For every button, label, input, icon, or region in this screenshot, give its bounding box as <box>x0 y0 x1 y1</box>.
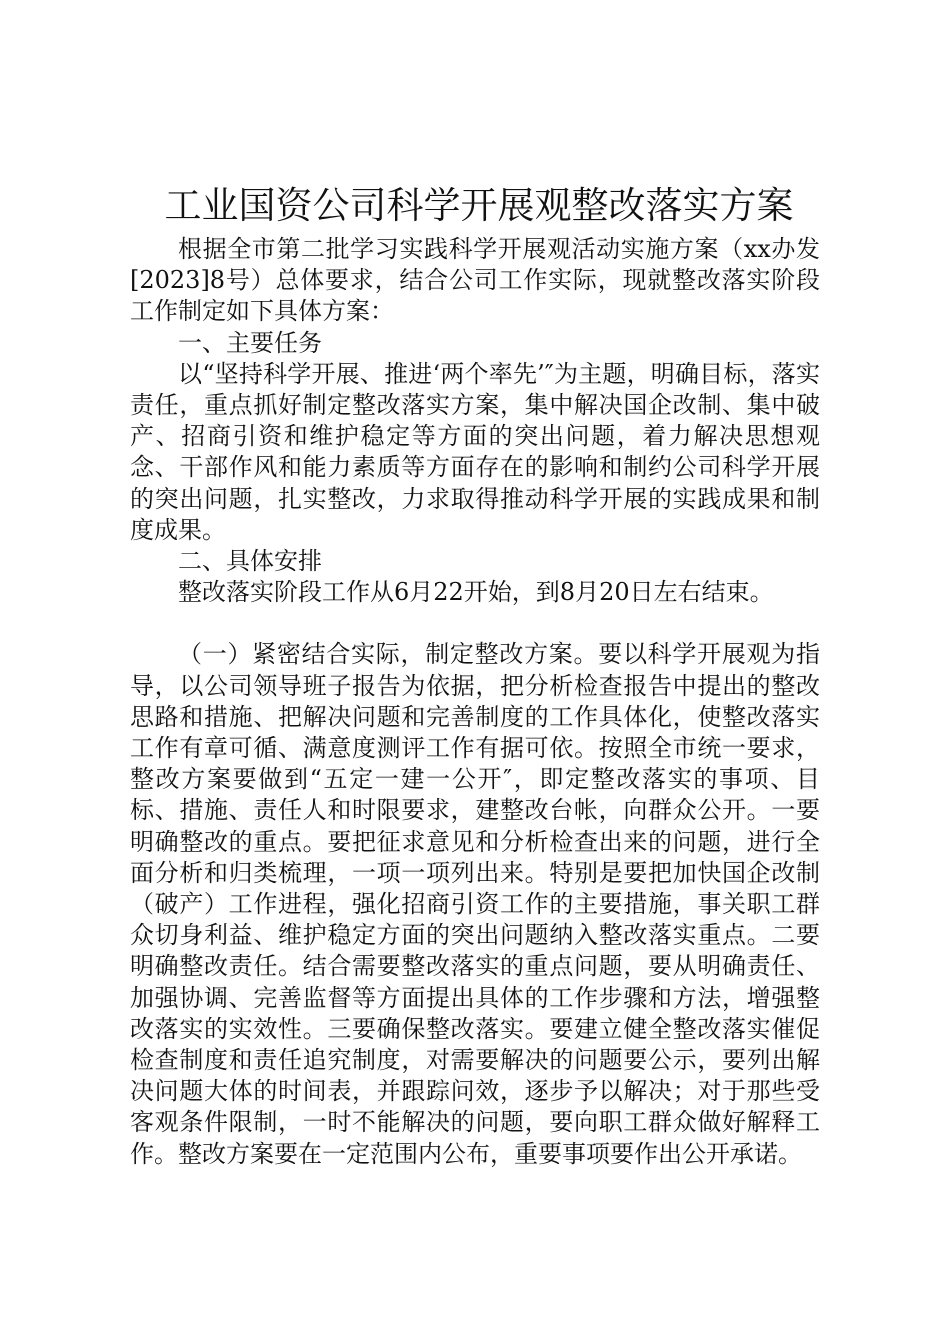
arrangements-paragraph: 整改落实阶段工作从6月22开始，到8月20日左右结束。 <box>178 578 774 607</box>
main-tasks-paragraph: 以“坚持科学开展、推进‘两个率先’″为主题，明确目标，落实责任，重点抓好制定整改落实方案，集中解决国企改制、集中破产、招商引资和维护稳定等方面的突出问题，着力解决思想观念、干部作风和能力素质等方面存在的影响和制约公司科学开展的突出问题，扎实整改，力求取得推动科学开展的实践成果和制度成果。 <box>130 359 820 544</box>
section-heading-arrangements: 二、具体安排 <box>178 547 322 576</box>
intro-paragraph: 根据全市第二批学习实践科学开展观活动实施方案（xx办发[2023]8号）总体要求，结合公司工作实际，现就整改落实阶段工作制定如下具体方案： <box>130 235 820 326</box>
item-one-paragraph: （一）紧密结合实际，制定整改方案。要以科学开展观为指导，以公司领导班子报告为依据，把分析检查报告中提出的整改思路和措施、把解决问题和完善制度的工作具体化，使整改落实工作有章可循、满意度测评工作有据可依。按照全市统一要求，整改方案要做到“五定一建一公开″，即定整改落实的事项、目标、措施、责任人和时限要求，建整改台帐，向群众公开。一要明确整改的重点。要把征求意见和分析检查出来的问题，进行全面分析和归类梳理，一项一项列出来。特别是要把加快国企改制（破产）工作进程，强化招商引资工作的主要措施，事关职工群众切身利益、维护稳定方面的突出问题纳入整改落实重点。二要明确整改责任。结合需要整改落实的重点问题，要从明确责任、加强协调、完善监督等方面提出具体的工作步骤和方法，增强整改落实的实效性。三要确保整改落实。要建立健全整改落实催促检查制度和责任追究制度，对需要解决的问题要公示，要列出解决问题大体的时间表，并跟踪问效，逐步予以解决；对于那些受客观条件限制，一时不能解决的问题，要向职工群众做好解释工作。整改方案要在一定范围内公布，重要事项要作出公开承诺。 <box>130 640 820 1168</box>
section-heading-main-tasks: 一、主要任务 <box>178 328 322 357</box>
document-title: 工业国资公司科学开展观整改落实方案 <box>164 184 794 227</box>
document-page <box>130 180 820 1170</box>
